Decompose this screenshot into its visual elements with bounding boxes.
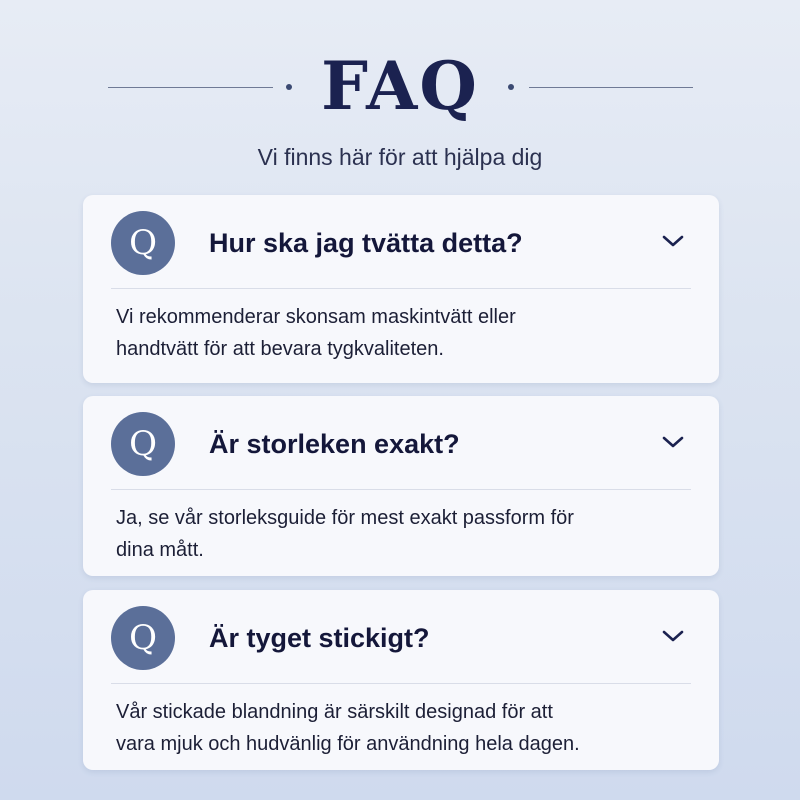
faq-divider — [111, 683, 691, 684]
faq-item-header[interactable] — [83, 195, 719, 287]
title-rule-left — [108, 87, 273, 88]
faq-answer-line: handtvätt för att bevara tygkvaliteten. — [116, 338, 444, 360]
faq-answer-line: dina mått. — [116, 539, 204, 561]
faq-divider — [111, 489, 691, 490]
chevron-down-icon[interactable] — [661, 233, 685, 249]
faq-answer-line: Vår stickade blandning är särskilt designad för att — [116, 701, 553, 723]
faq-question: Hur ska jag tvätta detta? — [209, 228, 523, 258]
faq-answer-line: Ja, se vår storleksguide för mest exakt passform för — [116, 507, 574, 529]
chevron-down-icon[interactable] — [661, 628, 685, 644]
dot-icon — [508, 84, 514, 90]
question-badge-icon: Q — [111, 606, 175, 670]
faq-answer — [116, 301, 676, 365]
faq-answer-line: Vi rekommenderar skonsam maskintvätt eller — [116, 306, 516, 328]
question-badge-icon: Q — [111, 412, 175, 476]
faq-item — [83, 590, 719, 770]
faq-item-header[interactable] — [83, 396, 719, 488]
faq-answer — [116, 696, 676, 760]
page-title: FAQ — [321, 47, 479, 125]
faq-answer — [116, 502, 676, 566]
faq-header — [0, 0, 800, 190]
chevron-down-icon[interactable] — [661, 434, 685, 450]
faq-item — [83, 396, 719, 576]
title-rule-right — [529, 87, 693, 88]
page-subtitle: Vi finns här för att hjälpa dig — [257, 144, 543, 170]
dot-icon — [286, 84, 292, 90]
question-badge-icon: Q — [111, 211, 175, 275]
faq-question: Är tyget stickigt? — [209, 623, 430, 653]
faq-item-header[interactable] — [83, 590, 719, 682]
faq-item — [83, 195, 719, 383]
faq-question: Är storleken exakt? — [209, 429, 460, 459]
faq-divider — [111, 288, 691, 289]
faq-answer-line: vara mjuk och hudvänlig för användning hela dagen. — [116, 733, 580, 755]
